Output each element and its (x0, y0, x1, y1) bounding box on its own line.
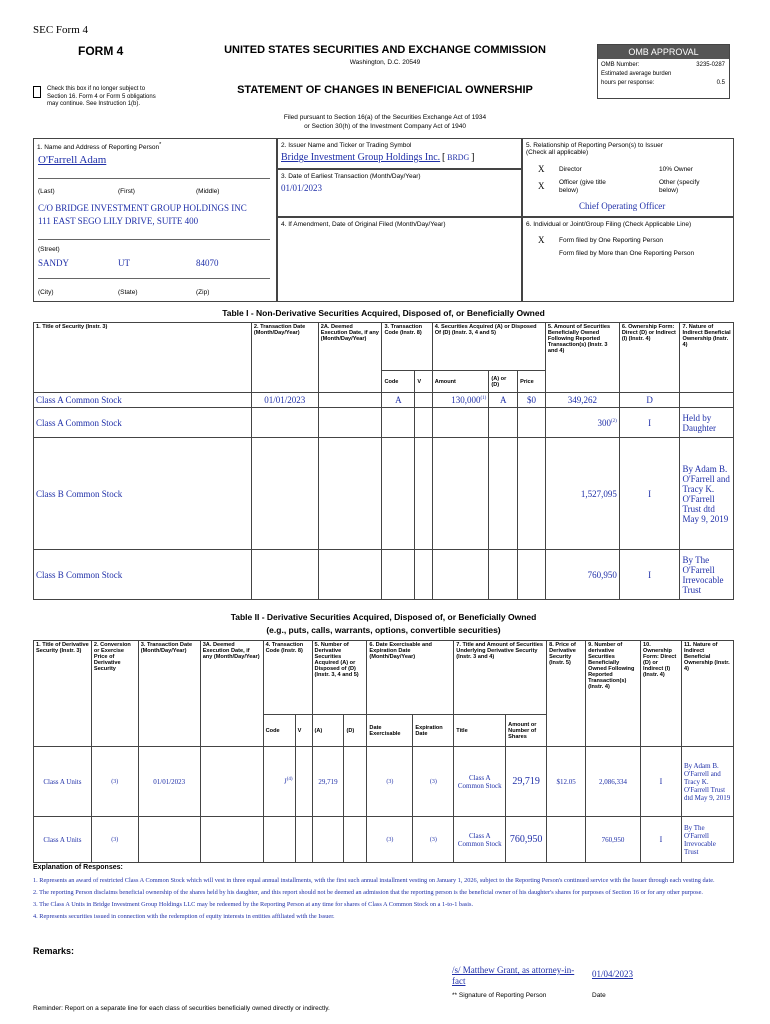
omb-approval-box (597, 44, 730, 99)
address-line-2: 111 EAST SEGO LILY DRIVE, SUITE 400 (38, 216, 199, 226)
t1-h5: 5. Amount of Securities Beneficially Owned Following Reported Transaction(s) (Instr. 3 and 4) (545, 323, 619, 393)
t2-h6: 6. Date Exercisable and Expiration Date (Month/Day/Year) (367, 641, 454, 715)
box5-label: 5. Relationship of Reporting Person(s) to Issuer (526, 142, 663, 149)
officer-title: Chief Operating Officer (579, 201, 666, 211)
box5-sub: (Check all applicable) (526, 149, 589, 156)
t2-h4: 4. Transaction Code (Instr. 8) (263, 641, 312, 715)
issuer-line: Bridge Investment Group Holdings Inc. [ BRDG ] (281, 152, 475, 163)
t2-h-v: V (295, 715, 312, 747)
t1-h6: 6. Ownership Form: Direct (D) or Indirect (I) (Instr. 4) (619, 323, 680, 393)
table1 (33, 322, 734, 600)
last-label: (Last) (38, 188, 55, 195)
box6-label: 6. Individual or Joint/Group Filing (Check Applicable Line) (526, 221, 692, 228)
explanation-footnotes (33, 877, 733, 921)
issuer-box (277, 138, 522, 169)
table-row: Class B Common Stock 760,950 I By The O'Farrell Irrevocable Trust (34, 550, 734, 600)
form-title: FORM 4 (78, 44, 124, 58)
t1-h1: 1. Title of Security (Instr. 3) (34, 323, 252, 393)
box2-label: 2. Issuer Name and Ticker or Trading Symbol (281, 142, 412, 149)
omb-title: OMB APPROVAL (598, 45, 729, 59)
zip-label: (Zip) (196, 289, 210, 296)
t2-h10: 10. Ownership Form: Direct (D) or Indirect (I) (Instr. 4) (641, 641, 682, 747)
one-person-label: Form filed by One Reporting Person (559, 237, 664, 244)
filed-pursuant-2: or Section 30(h) of the Investment Company Act of 1940 (304, 123, 466, 130)
omb-number-row: OMB Number: 3235-0287 (601, 62, 725, 68)
t1-h2a: 2A. Deemed Execution Date, if any (Month/Day/Year) (318, 323, 382, 393)
table2 (33, 640, 734, 863)
box3-label: 3. Date of Earliest Transaction (Month/Day/Year) (281, 173, 421, 180)
zip-value: 84070 (196, 258, 219, 268)
commission-city: Washington, D.C. 20549 (349, 59, 421, 66)
officer-label: Officer (give title below) (559, 179, 606, 194)
sec-form-label: SEC Form 4 (33, 24, 89, 36)
statement-title: STATEMENT OF CHANGES IN BENEFICIAL OWNERSHIP (237, 84, 533, 96)
t2-h11: 11. Nature of Indirect Beneficial Ownership (Instr. 4) (681, 641, 733, 747)
director-mark[interactable]: X (538, 164, 545, 174)
more-persons-label: Form filed by More than One Reporting Person (559, 250, 695, 257)
reminder-text: Reminder: Report on a separate line for each class of securities beneficially owned directly or indirectly. (33, 1005, 330, 1012)
earliest-transaction-date: 01/01/2023 (281, 183, 323, 193)
table-row: Class A Units (3) (3) (3) Class A Common Stock 760,950 760,950 I By The O'Farrell Irrevocable Trust (34, 817, 734, 863)
t2-h-d: (D) (344, 715, 367, 747)
street-label: (Street) (38, 246, 60, 253)
filed-pursuant-1: Filed pursuant to Section 16(a) of the Securities Exchange Act of 1934 (283, 114, 487, 121)
footnote-2: 2. The reporting Person disclaims beneficial ownership of the shares held by his daughter, and this report should not be deemed an admission that the reporting person is the beneficial owner of his daughter's shares for purposes of Section 16 or for any other purpose. (33, 889, 703, 896)
commission-name: UNITED STATES SECURITIES AND EXCHANGE COMMISSION (224, 44, 546, 56)
filing-type-box (522, 217, 734, 302)
t2-h2: 2. Conversion or Exercise Price of Derivative Security (91, 641, 138, 747)
t1-h-price: Price (518, 371, 546, 393)
address-line-1: C/O BRIDGE INVESTMENT GROUP HOLDINGS INC (38, 203, 247, 213)
t2-h-a: (A) (312, 715, 344, 747)
no-longer-subject-checkbox[interactable] (33, 86, 41, 98)
earliest-transaction-box (277, 169, 522, 217)
table1-title: Table I - Non-Derivative Securities Acquired, Disposed of, or Beneficially Owned (222, 308, 545, 318)
table2-title-2: (e.g., puts, calls, warrants, options, convertible securities) (266, 625, 501, 635)
t1-h3: 3. Transaction Code (Instr. 8) (382, 323, 432, 371)
relationship-box (522, 138, 734, 217)
t2-h3: 3. Transaction Date (Month/Day/Year) (138, 641, 200, 747)
t2-h5: 5. Number of Derivative Securities Acquired (A) or Disposed of (D) (Instr. 3, 4 and 5) (312, 641, 367, 715)
state-label: (State) (118, 289, 138, 296)
t2-h7: 7. Title and Amount of Securities Underlying Derivative Security (Instr. 3 and 4) (454, 641, 547, 715)
city-value: SANDY (38, 258, 70, 268)
remarks-title: Remarks: (33, 946, 75, 956)
ten-percent-owner-label: 10% Owner (659, 166, 693, 173)
t2-h-exp: Expiration Date (413, 715, 454, 747)
signature-date: 01/04/2023 (592, 969, 634, 979)
omb-burden-label: Estimated average burden (601, 71, 672, 77)
checkbox-instruction: Check this box if no longer subject to Section 16. Form 4 or Form 5 obligations may continue. See Instruction 1(b). (47, 86, 156, 107)
footnote-4: 4. Represents securities issued in connection with the redemption of equity interests in entities affiliated with the Issuer. (33, 913, 335, 920)
director-label: Director (559, 166, 582, 173)
table2-title-1: Table II - Derivative Securities Acquired, Disposed of, or Beneficially Owned (230, 612, 537, 622)
table-row: Class A Common Stock 300$^{(2)}$ I Held by Daughter (34, 408, 734, 438)
t1-h-code: Code (382, 371, 415, 393)
amendment-box (277, 217, 522, 302)
t1-h4: 4. Securities Acquired (A) or Disposed Of (D) (Instr. 3, 4 and 5) (432, 323, 545, 371)
t2-h8: 8. Price of Derivative Security (Instr. 5) (547, 641, 586, 747)
t1-h7: 7. Nature of Indirect Beneficial Ownership (Instr. 4) (680, 323, 734, 393)
box4-label: 4. If Amendment, Date of Original Filed (Month/Day/Year) (281, 221, 446, 228)
box1-label: 1. Name and Address of Reporting Person* (37, 142, 162, 152)
issuer-name-link[interactable]: Bridge Investment Group Holdings Inc. (281, 152, 441, 163)
first-label: (First) (118, 188, 135, 195)
middle-label: (Middle) (196, 188, 220, 195)
footnote-3: 3. The Class A Units in Bridge Investment Group Holdings LLC may be redeemed by the Reporting Person at any time for shares of Class A Common Stock on a 1-to-1 basis. (33, 901, 474, 908)
table-row: Class A Common Stock 01/01/2023 A 130,000$^{(1)}$ A $0 349,262 D (34, 393, 734, 408)
one-person-mark[interactable]: X (538, 235, 545, 245)
reporting-person-name[interactable]: O'Farrell Adam (38, 154, 107, 166)
other-label: Other (specify below) (659, 179, 700, 194)
omb-burden-row: hours per response: 0.5 (601, 80, 725, 86)
t2-h-date-ex: Date Exercisable (367, 715, 413, 747)
t2-h1: 1. Title of Derivative Security (Instr. 3) (34, 641, 92, 747)
t2-h9: 9. Number of derivative Securities Beneficially Owned Following Reported Transaction(s) (Instr. 4) (586, 641, 641, 747)
t1-h-amount: Amount (432, 371, 489, 393)
t2-h-amount: Amount or Number of Shares (506, 715, 547, 747)
t2-h-code: Code (263, 715, 295, 747)
signature-label: ** Signature of Reporting Person (452, 992, 547, 999)
t1-h2: 2. Transaction Date (Month/Day/Year) (251, 323, 318, 393)
table-row: Class B Common Stock 1,527,095 I By Adam B. O'Farrell and Tracy K. O'Farrell Trust dtd May 9, 2019 (34, 438, 734, 550)
officer-mark[interactable]: X (538, 181, 545, 191)
explanation-title: Explanation of Responses: (33, 864, 123, 871)
footnote-1: 1. Represents an award of restricted Class A Common Stock which will vest in three equal annual installments, with the first such annual installment vesting on January 1, 2026, subject to the Reporting Person's continued service with the Issuer through each vesting date. (33, 877, 715, 884)
reporting-person-box (33, 138, 277, 302)
t1-h-v: V (415, 371, 432, 393)
ticker-symbol: BRDG (447, 153, 470, 162)
date-label: Date (592, 992, 606, 999)
signature[interactable]: /s/ Matthew Grant, as attorney-in- fact (452, 965, 575, 986)
t2-h-title: Title (454, 715, 506, 747)
t1-h-aord: (A) or (D) (489, 371, 518, 393)
t2-h3a: 3A. Deemed Execution Date, if any (Month/Day/Year) (200, 641, 263, 747)
city-label: (City) (38, 289, 54, 296)
state-value: UT (118, 258, 130, 268)
table-row: Class A Units (3) 01/01/2023 $J^{(4)}$ 29,719 (3) (3) Class A Common Stock 29,719 $12.05 2,086,334 I By Adam B. O'Farrell and Tracy K. O'Farrell Trust dtd May 9, 2019 (34, 747, 734, 817)
